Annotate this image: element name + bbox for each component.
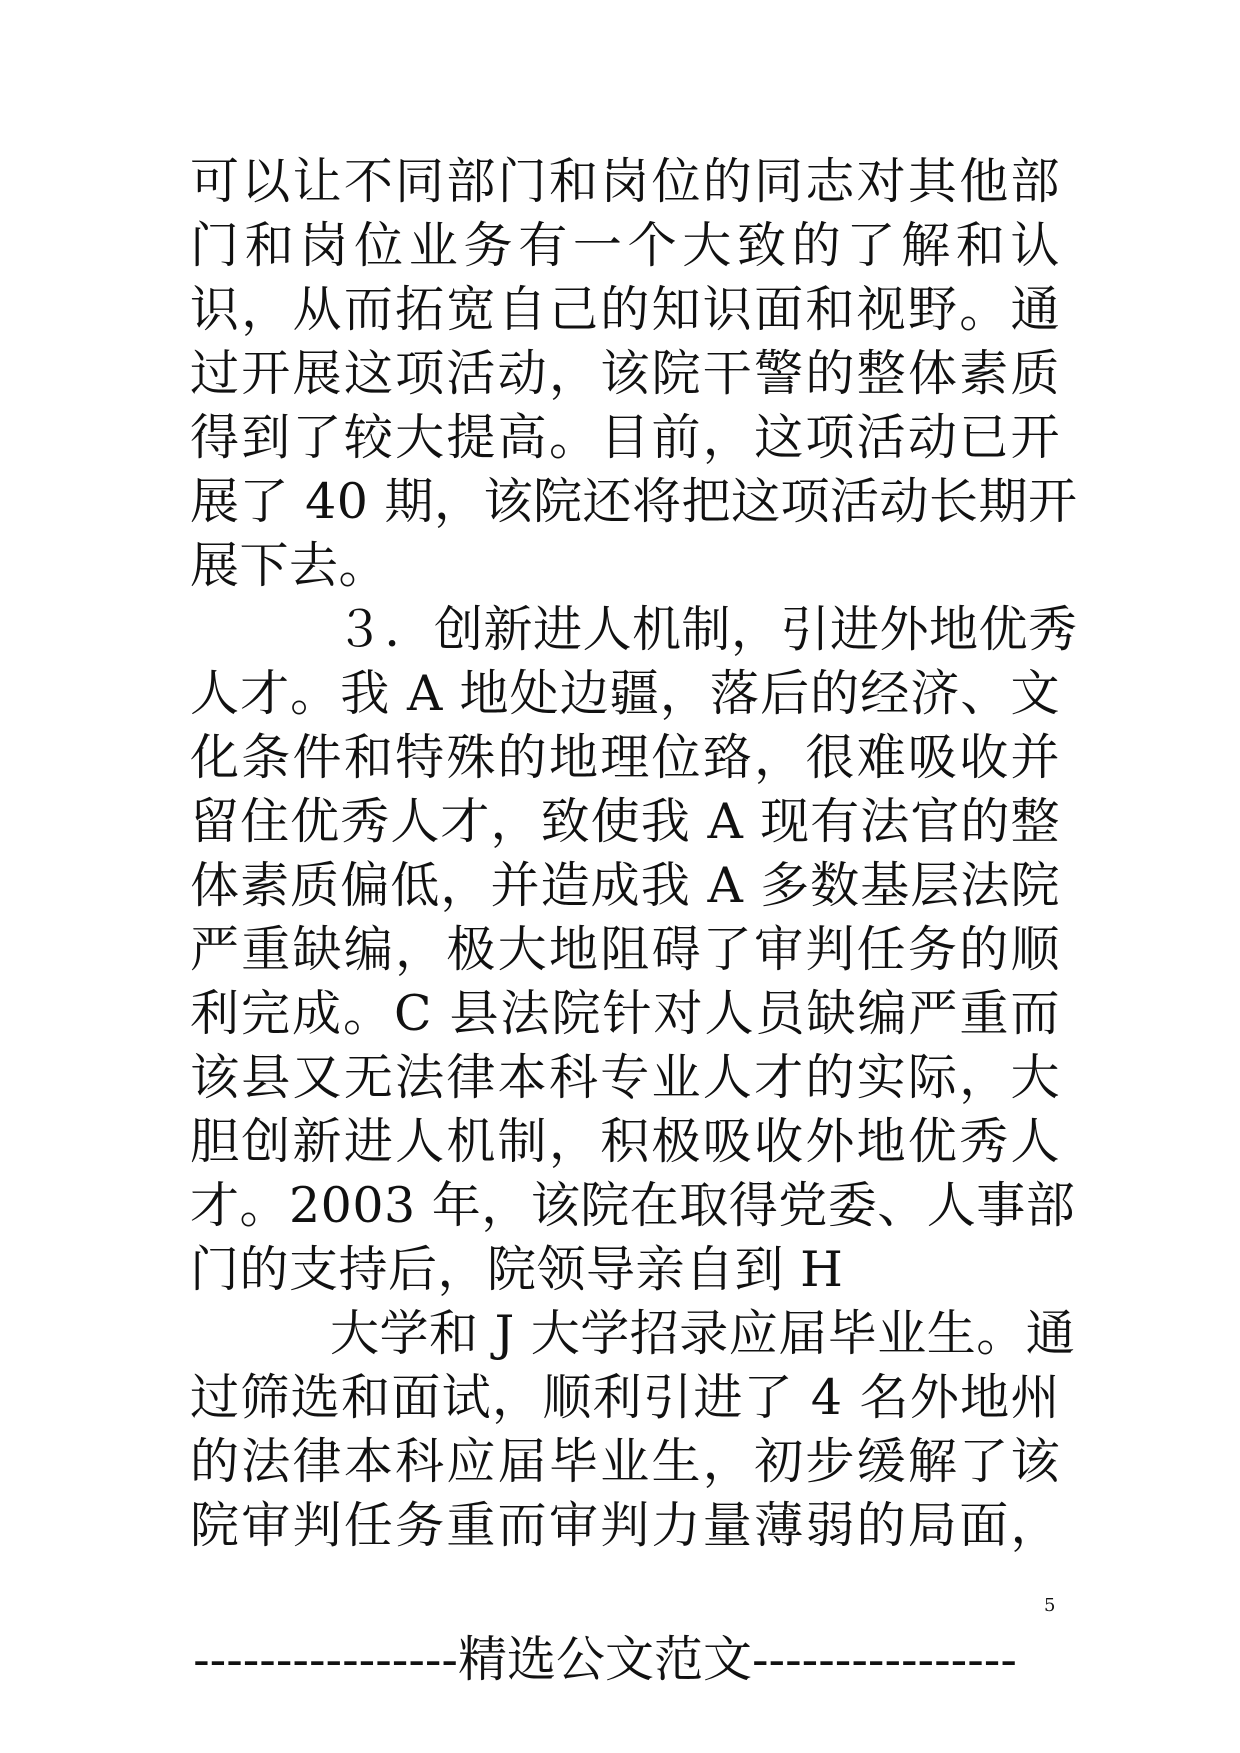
text-line: 人才。我 A 地处边疆，落后的经济、文	[190, 665, 1060, 722]
text-line: 该县又无法律本科专业人才的实际，大	[190, 1049, 1060, 1106]
text-line: 可以让不同部门和岗位的同志对其他部	[190, 153, 1060, 210]
text-line: 门的支持后，院领导亲自到 H	[190, 1241, 844, 1298]
text-line: 体素质偏低，并造成我 A 多数基层法院	[190, 857, 1060, 914]
text-line: 识，从而拓宽自己的知识面和视野。通	[190, 281, 1060, 338]
text-line: 严重缺编，极大地阻碍了审判任务的顺	[190, 921, 1060, 978]
text-line: 才。2003 年，该院在取得党委、人事部	[190, 1177, 1076, 1234]
text-line: 利完成。C 县法院针对人员缺编严重而	[190, 985, 1060, 1042]
text-line: 的法律本科应届毕业生，初步缓解了该	[190, 1433, 1060, 1490]
text-line: 院审判任务重而审判力量薄弱的局面，	[190, 1497, 1060, 1554]
text-line: 得到了较大提高。目前，这项活动已开	[190, 409, 1060, 466]
body-text	[190, 150, 1078, 1558]
text-line: 留住优秀人才，致使我 A 现有法官的整	[190, 793, 1060, 850]
page-number: 5	[1044, 1595, 1056, 1616]
text-line: 化条件和特殊的地理位臵，很难吸收并	[190, 729, 1060, 786]
text-line: 展了 40 期，该院还将把这项活动长期开	[190, 473, 1078, 530]
text-line: 过开展这项活动，该院干警的整体素质	[190, 345, 1060, 402]
text-line: 胆创新进人机制，积极吸收外地优秀人	[190, 1113, 1060, 1170]
text-line: 门和岗位业务有一个大致的了解和认	[190, 217, 1060, 274]
footer-banner: ----------------精选公文范文----------------	[193, 1631, 1017, 1688]
section-heading-line: ３．创新进人机制，引进外地优秀	[335, 601, 1078, 658]
text-line: 展下去。	[190, 537, 389, 594]
text-line: 大学和 J 大学招录应届毕业生。通	[330, 1305, 1076, 1362]
text-line: 过筛选和面试，顺利引进了 4 名外地州	[190, 1369, 1060, 1426]
